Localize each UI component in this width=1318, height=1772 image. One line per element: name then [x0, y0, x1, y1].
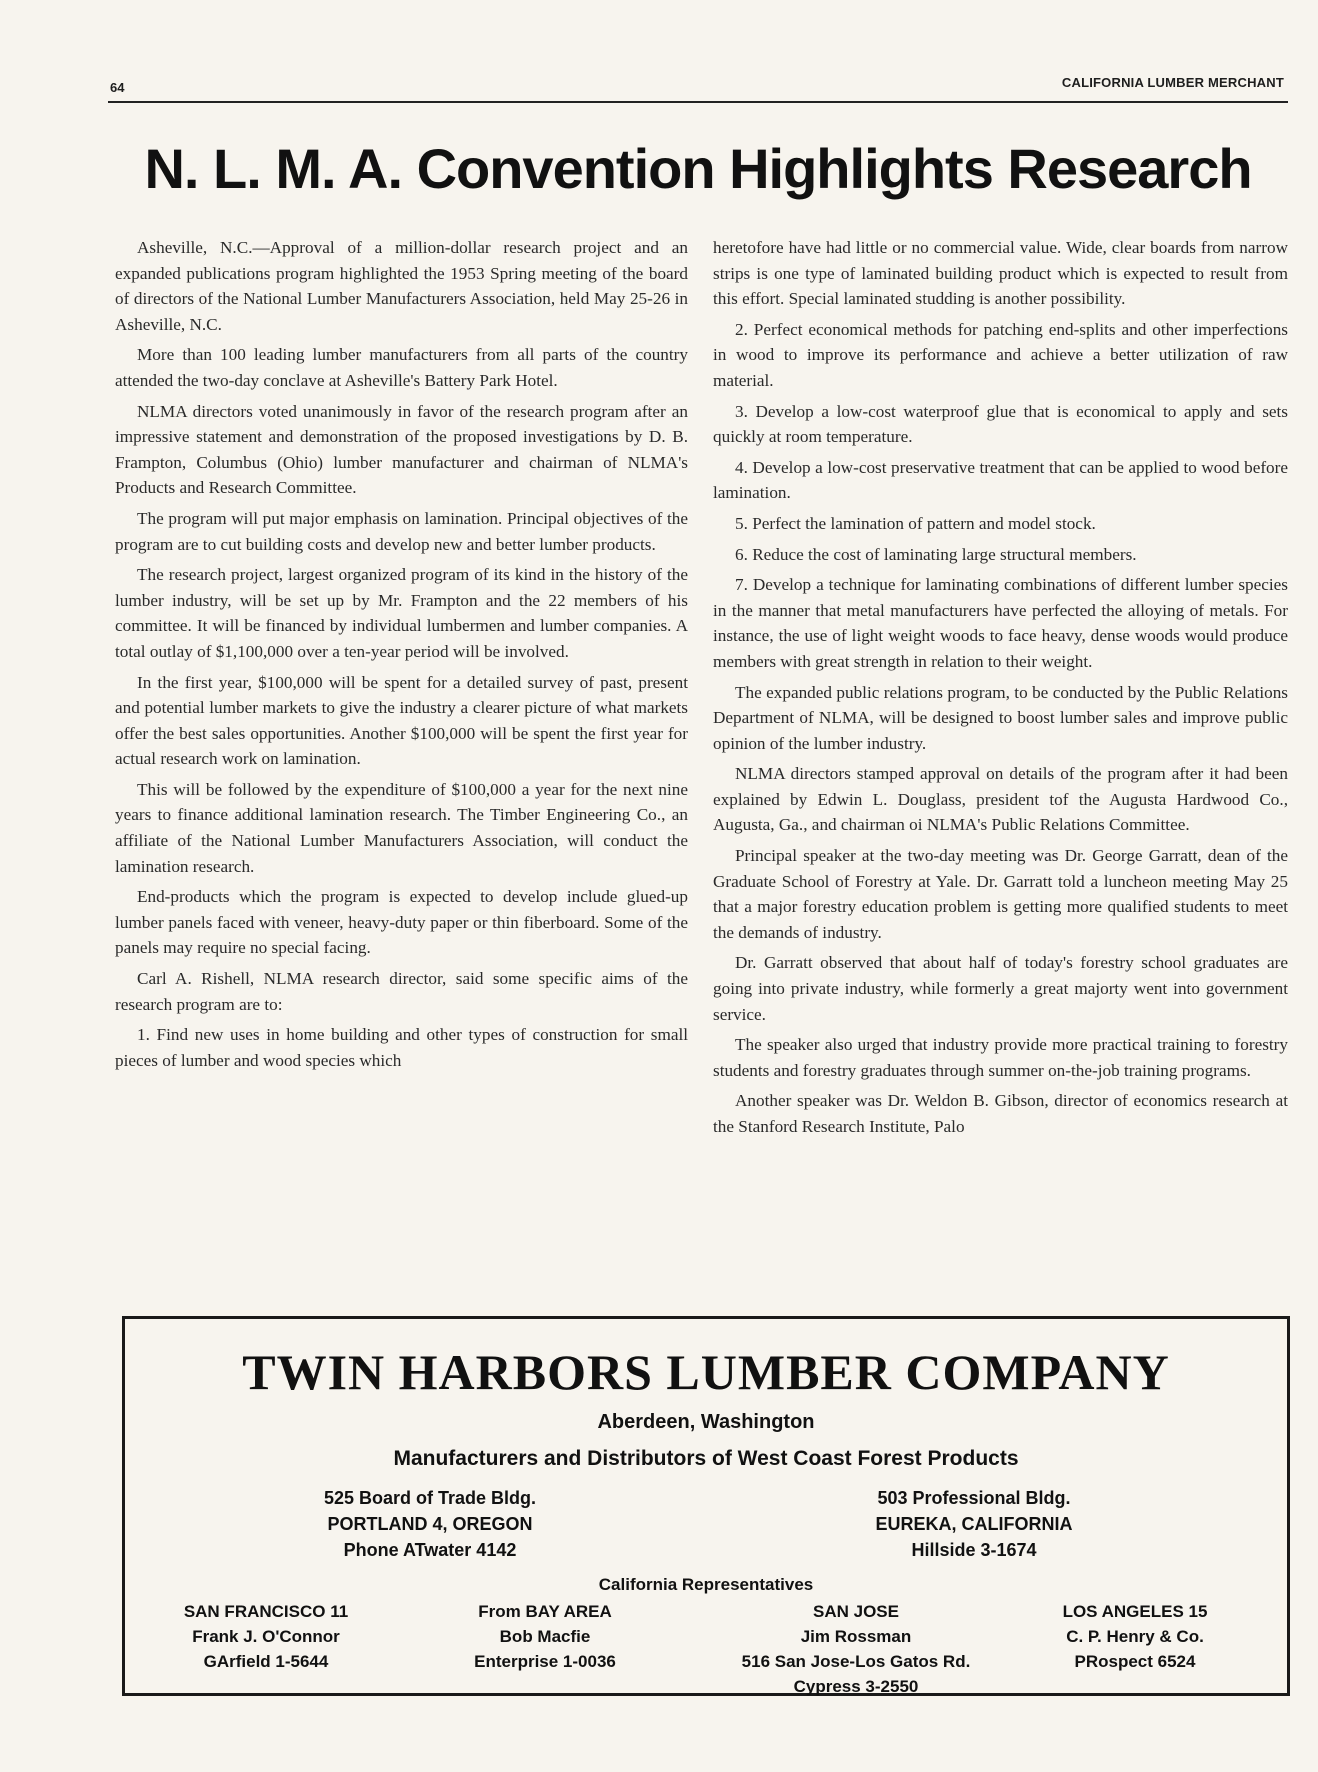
ad-office-portland [295, 1485, 565, 1563]
paragraph: The program will put major emphasis on lamination. Principal objectives of the program are to cut building costs and develop new and better lumber products. [115, 508, 688, 554]
paragraph: The expanded public relations program, to be conducted by the Public Relations Department of NLMA, will be designed to boost lumber sales and improve public opinion of the lumber industry. [713, 682, 1288, 753]
paragraph: 4. Develop a low-cost preservative treatment that can be applied to wood before lamination. [713, 457, 1288, 503]
paragraph: NLMA directors stamped approval on details of the program after it had been explained by Edwin L. Douglass, president tof the Augusta Hardwood Co., Augusta, Ga., and chairman oi NLMA's Public Relations Committee. [713, 764, 1288, 835]
running-head: CALIFORNIA LUMBER MERCHANT [1061, 75, 1284, 90]
office-address: 525 Board of Trade Bldg. [323, 1488, 537, 1508]
paragraph: 3. Develop a low-cost waterproof glue that is economical to apply and sets quickly at room temperature. [713, 401, 1288, 447]
paragraph: Another speaker was Dr. Weldon B. Gibson, director of economics research at the Stanford Research Institute, Palo [713, 1091, 1288, 1136]
ad-reps-heading: California Representatives [598, 1575, 814, 1594]
header-rule [108, 101, 1288, 103]
paragraph: 1. Find new uses in home building and other types of construction for small pieces of lumber and wood species which [115, 1025, 688, 1070]
rep-location: SAN FRANCISCO 11 [183, 1602, 349, 1621]
paragraph: Asheville, N.C.—Approval of a million-dollar research project and an expanded publications program highlighted the 1953 Spring meeting of the board of directors of the National Lumber Manufacturers Association, held May 25-26 in Asheville, N.C. [115, 238, 688, 334]
paragraph: End-products which the program is expected to develop include glued-up lumber panels faced with veneer, heavy-duty paper or thin fiberboard. Some of the panels may require no special facing. [115, 887, 688, 958]
paragraph: Carl A. Rishell, NLMA research director, said some specific aims of the research program are to: [115, 969, 688, 1014]
rep-phone: Cypress 3-2550 [793, 1677, 919, 1696]
paragraph: 5. Perfect the lamination of pattern and model stock. [735, 513, 1096, 533]
rep-phone: PRospect 6524 [1074, 1652, 1196, 1671]
rep-los-angeles [1035, 1599, 1235, 1674]
paragraph: NLMA directors voted unanimously in favor of the research program after an impressive statement and demonstration of the proposed investigations by D. B. Frampton, Columbus (Ohio) lumber manufacturer and chairman of NLMA's Products and Research Committee. [115, 401, 688, 498]
ad-company-name: TWIN HARBORS LUMBER COMPANY [242, 1344, 1170, 1400]
rep-name: Frank J. O'Connor [192, 1627, 340, 1646]
ad-city: Aberdeen, Washington [597, 1411, 815, 1433]
rep-location: SAN JOSE [813, 1602, 899, 1621]
paragraph-continuation: heretofore have had little or no commercial value. Wide, clear boards from narrow strips is one type of laminated building product which is expected to result from this effort. Special laminated studding is another possibility. [713, 238, 1288, 309]
rep-location: From BAY AREA [478, 1602, 612, 1621]
rep-san-francisco [161, 1599, 371, 1674]
rep-phone: GArfield 1-5644 [203, 1652, 329, 1671]
ad-office-eureka [839, 1485, 1109, 1563]
page-number: 64 [110, 80, 125, 95]
office-phone: Phone ATwater 4142 [343, 1540, 517, 1560]
ad-tagline: Manufacturers and Distributors of West Coast Forest Products [393, 1447, 1019, 1470]
paragraph: This will be followed by the expenditure of $100,000 a year for the next nine years to finance additional lamination research. The Timber Engineering Co., an affiliate of the National Lumber Manufacturers Association, will conduct the lamination research. [115, 779, 688, 876]
paragraph: 6. Reduce the cost of laminating large structural members. [735, 544, 1137, 564]
office-city: EUREKA, CALIFORNIA [875, 1514, 1073, 1534]
paragraph: The speaker also urged that industry provide more practical training to forestry students and forestry graduates through summer on-the-job training programs. [713, 1035, 1288, 1080]
office-phone: Hillside 3-1674 [911, 1540, 1037, 1560]
rep-location: LOS ANGELES 15 [1062, 1602, 1208, 1621]
article-right-column [713, 235, 1288, 1145]
paragraph: 7. Develop a technique for laminating combinations of different lumber species in the manner that metal manufacturers have perfected the alloying of metals. For instance, the use of light weight woods to face heavy, dense woods would produce members with great strength in relation to their weight. [713, 575, 1288, 671]
rep-san-jose [721, 1599, 991, 1699]
paragraph: 2. Perfect economical methods for patching end-splits and other imperfections in wood to improve its performance and achieve a better utilization of raw material. [713, 319, 1288, 390]
article-headline: N. L. M. A. Convention Highlights Research [144, 137, 1252, 200]
paragraph: More than 100 leading lumber manufacturers from all parts of the country attended the two-day conclave at Asheville's Battery Park Hotel. [115, 345, 688, 390]
advertisement-box [122, 1316, 1290, 1696]
rep-name: Jim Rossman [800, 1627, 912, 1646]
paragraph: The research project, largest organized program of its kind in the history of the lumber industry, will be set up by Mr. Frampton and the 22 members of his committee. It will be financed by individual lumbermen and lumber companies. A total outlay of $1,100,000 over a ten-year period will be involved. [115, 565, 688, 661]
rep-phone: Enterprise 1-0036 [474, 1652, 616, 1671]
rep-name: C. P. Henry & Co. [1066, 1627, 1204, 1646]
rep-address: 516 San Jose-Los Gatos Rd. [741, 1652, 971, 1671]
rep-bay-area [445, 1599, 645, 1674]
paragraph: In the first year, $100,000 will be spent for a detailed survey of past, present and potential lumber markets to give the industry a clearer picture of what markets offer the best sales opportunities. Another $100,000 will be spent the first year for actual research work on lamination. [115, 672, 688, 769]
office-city: PORTLAND 4, OREGON [327, 1514, 533, 1534]
paragraph: Dr. Garratt observed that about half of today's forestry school graduates are going into private industry, while formerly a great majorty went into government service. [713, 953, 1288, 1024]
article-left-column [115, 235, 688, 1078]
rep-name: Bob Macfie [499, 1627, 591, 1646]
paragraph: Principal speaker at the two-day meeting was Dr. George Garratt, dean of the Graduate School of Forestry at Yale. Dr. Garratt told a luncheon meeting May 25 that a major forestry education problem is getting more qualified students to meet the demands of industry. [713, 846, 1288, 942]
office-address: 503 Professional Bldg. [877, 1488, 1071, 1508]
